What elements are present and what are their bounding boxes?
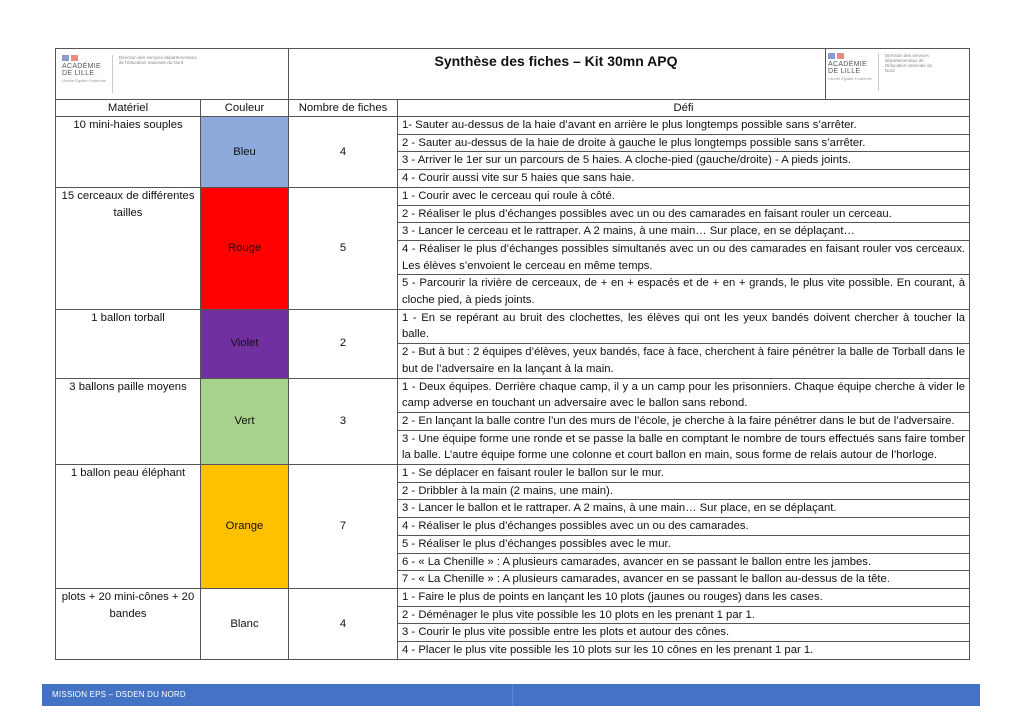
couleur-cell: Bleu <box>201 117 289 188</box>
defi-cell: 1 - Courir avec le cerceau qui roule à côté. <box>398 187 970 205</box>
couleur-cell: Vert <box>201 378 289 465</box>
nombre-fiches-cell: 4 <box>289 588 398 659</box>
materiel-cell: 10 mini-haies souples <box>56 117 201 188</box>
defi-cell: 2 - Sauter au-dessus de la haie de droite à gauche le plus longtemps possible sans s’arrêter. <box>398 134 970 152</box>
couleur-cell: Blanc <box>201 588 289 659</box>
defi-cell: 2 - Réaliser le plus d’échanges possibles avec un ou des camarades en faisant rouler un cerceau. <box>398 205 970 223</box>
defi-cell: 3 - Une équipe forme une ronde et se passe la balle en comptant le nombre de tours effectués sans faire tomber la balle. L’autre équipe forme une colonne et court ballon en main, sous forme de relais autour de l’horloge. <box>398 430 970 464</box>
defi-cell: 2 - Déménager le plus vite possible les 10 plots en les prenant 1 par 1. <box>398 606 970 624</box>
marianne-flag-icon <box>828 53 872 59</box>
defi-cell: 5 - Parcourir la rivière de cerceaux, de + en + espacés et de + en + grands, le plus vite possible. En courant, à cloche pied, à pieds joints. <box>398 275 970 309</box>
footer-bar <box>42 684 980 706</box>
nombre-fiches-cell: 4 <box>289 117 398 188</box>
defi-cell: 3 - Lancer le cerceau et le rattraper. A 2 mains, à une main… Sur place, en se déplaçant… <box>398 223 970 241</box>
materiel-cell: 3 ballons paille moyens <box>56 378 201 465</box>
column-headers <box>56 100 970 117</box>
defi-cell: 7 - « La Chenille » : A plusieurs camarades, avancer en se passant le ballon au-dessus de la tête. <box>398 571 970 589</box>
couleur-cell: Rouge <box>201 187 289 309</box>
materiel-cell: 1 ballon peau éléphant <box>56 465 201 589</box>
header-nombre: Nombre de fiches <box>289 100 398 117</box>
title-text: Synthèse des fiches – Kit 30mn APQ <box>434 53 678 69</box>
defi-cell: 4 - Réaliser le plus d’échanges possibles avec un ou des camarades. <box>398 518 970 536</box>
table-row <box>56 117 970 135</box>
logo-left: ACADÉMIE DE LILLE Liberté Égalité Fraternité Direction des services départementaux de l'éducation nationale du Nord <box>56 49 289 100</box>
materiel-cell: 1 ballon torball <box>56 309 201 378</box>
defi-cell: 5 - Réaliser le plus d’échanges possibles avec le mur. <box>398 535 970 553</box>
defi-cell: 3 - Arriver le 1er sur un parcours de 5 haies. A cloche-pied (gauche/droite) - A pieds joints. <box>398 152 970 170</box>
header-materiel: Matériel <box>56 100 201 117</box>
nombre-fiches-cell: 7 <box>289 465 398 589</box>
defi-cell: 2 - But à but : 2 équipes d’élèves, yeux bandés, face à face, cherchent à faire pénétrer la balle de Torball dans le but de l’adversaire en la lançant à la main. <box>398 344 970 378</box>
table-row <box>56 309 970 343</box>
header-row <box>56 49 970 100</box>
defi-cell: 3 - Lancer le ballon et le rattraper. A 2 mains, à une main… Sur place, en se déplaçant. <box>398 500 970 518</box>
defi-cell: 2 - Dribbler à la main (2 mains, une main). <box>398 482 970 500</box>
defi-cell: 4 - Courir aussi vite sur 5 haies que sans haie. <box>398 170 970 188</box>
table-row <box>56 465 970 483</box>
defi-cell: 2 - En lançant la balle contre l’un des murs de l’école, je cherche à la faire pénétrer dans le but de l’adversaire. <box>398 412 970 430</box>
nombre-fiches-cell: 2 <box>289 309 398 378</box>
defi-cell: 3 - Courir le plus vite possible entre les plots et autour des cônes. <box>398 624 970 642</box>
table-row <box>56 187 970 205</box>
defi-cell: 1 - Deux équipes. Derrière chaque camp, il y a un camp pour les prisonniers. Chaque équipe cherche à vider le camp adverse en touchant un adversaire avec le ballon sans rebond. <box>398 378 970 412</box>
couleur-cell: Orange <box>201 465 289 589</box>
couleur-cell: Violet <box>201 309 289 378</box>
header-defi: Défi <box>398 100 970 117</box>
defi-cell: 4 - Placer le plus vite possible les 10 plots sur les 10 cônes en les prenant 1 par 1. <box>398 642 970 660</box>
table-row <box>56 378 970 412</box>
defi-cell: 1 - Se déplacer en faisant rouler le ballon sur le mur. <box>398 465 970 483</box>
defi-cell: 1 - En se repérant au bruit des clochettes, les élèves qui ont les yeux bandés doivent chercher à toucher la balle. <box>398 309 970 343</box>
materiel-cell: plots + 20 mini-cônes + 20 bandes <box>56 588 201 659</box>
footer-text: MISSION EPS – DSDEN DU NORD <box>52 690 186 699</box>
nombre-fiches-cell: 3 <box>289 378 398 465</box>
defi-cell: 4 - Réaliser le plus d’échanges possibles simultanés avec un ou des camarades en faisant rouler vos cerceaux. Les élèves s’envoient le cerceau en même temps. <box>398 240 970 274</box>
marianne-flag-icon <box>62 55 106 61</box>
header-couleur: Couleur <box>201 100 289 117</box>
materiel-cell: 15 cerceaux de différentes tailles <box>56 187 201 309</box>
defi-cell: 1- Sauter au-dessus de la haie d’avant en arrière le plus longtemps possible sans s’arrêter. <box>398 117 970 135</box>
nombre-fiches-cell: 5 <box>289 187 398 309</box>
logo-right: ACADÉMIE DE LILLE Liberté Égalité Fraternité Direction des services départementaux de l'éducation nationale du Nord <box>825 49 969 99</box>
table-row <box>56 588 970 606</box>
defi-cell: 6 - « La Chenille » : A plusieurs camarades, avancer en se passant le ballon entre les jambes. <box>398 553 970 571</box>
defi-cell: 1 - Faire le plus de points en lançant les 10 plots (jaunes ou rouges) dans les cases. <box>398 588 970 606</box>
synthesis-table <box>55 48 970 660</box>
page-title <box>289 49 970 100</box>
